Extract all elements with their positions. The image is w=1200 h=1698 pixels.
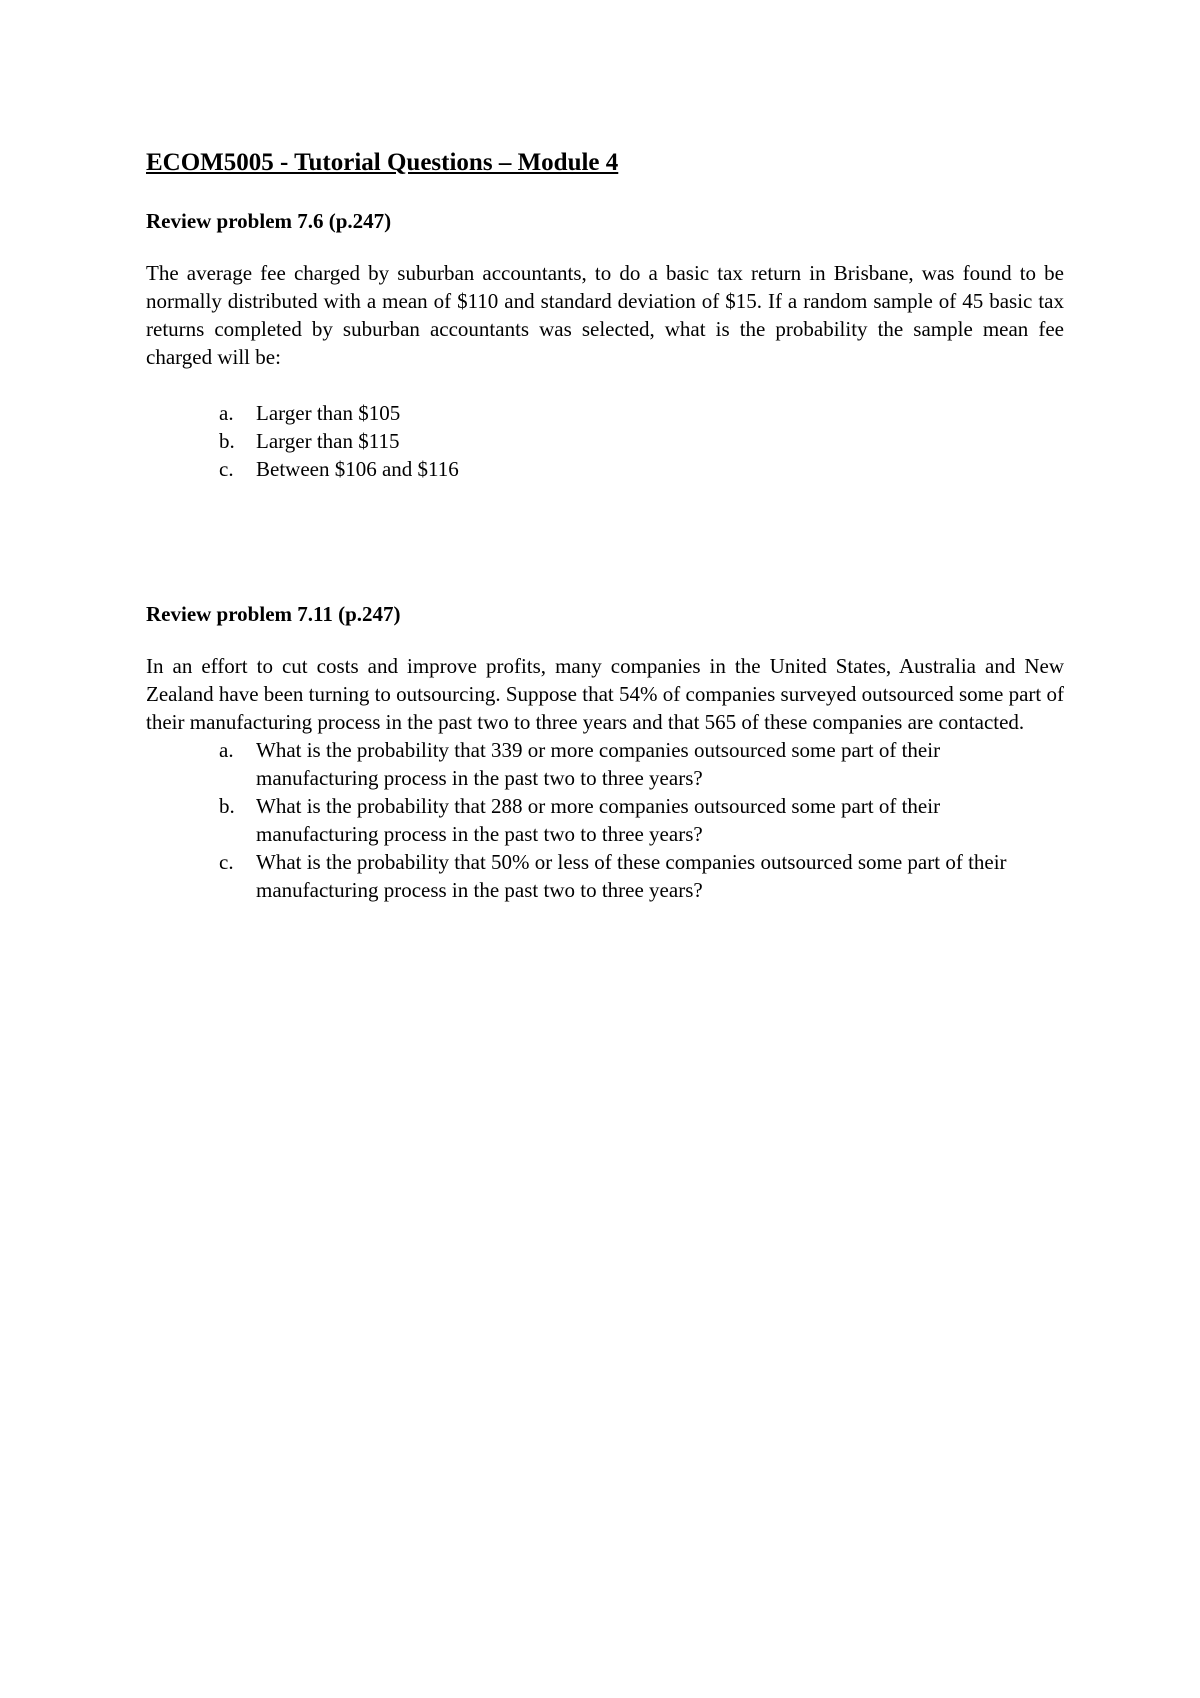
list-item [146, 792, 1064, 848]
list-item [146, 736, 1064, 792]
question-list [146, 399, 1064, 483]
document-title: ECOM5005 - Tutorial Questions – Module 4 [146, 149, 619, 176]
list-item [146, 427, 1064, 455]
list-marker: c. [219, 850, 234, 874]
document-page [146, 148, 1064, 904]
problem-heading: Review problem 7.11 (p.247) [146, 602, 401, 626]
list-item-text: What is the probability that 50% or less of these companies outsourced some part of their manufacturing process in the past two to three years? [256, 850, 1007, 902]
list-marker: a. [219, 401, 234, 425]
list-item-text: Larger than $115 [256, 429, 400, 453]
list-item-text: What is the probability that 288 or more companies outsourced some part of their manufacturing process in the past two to three years? [256, 794, 941, 846]
list-item-text: Larger than $105 [256, 401, 401, 425]
list-marker: a. [219, 738, 234, 762]
problem-text: In an effort to cut costs and improve profits, many companies in the United States, Australia and New Zealand have been turning to outsourcing. Suppose that 54% of companies surveyed outsourced some part of their manufacturing process in the past two to three years and that 565 of these companies are contacted. [146, 654, 1064, 734]
list-marker: b. [219, 794, 235, 818]
list-item [146, 399, 1064, 427]
list-item [146, 848, 1064, 904]
list-marker: b. [219, 429, 235, 453]
problem-text: The average fee charged by suburban accountants, to do a basic tax return in Brisbane, was found to be normally distributed with a mean of $110 and standard deviation of $15. If a random sample of 45 basic tax returns completed by suburban accountants was selected, what is the probability the sample mean fee charged will be: [146, 261, 1064, 369]
list-marker: c. [219, 457, 234, 481]
question-list [146, 736, 1064, 904]
problem-heading: Review problem 7.6 (p.247) [146, 209, 392, 233]
list-item-text: Between $106 and $116 [256, 457, 459, 481]
list-item-text: What is the probability that 339 or more companies outsourced some part of their manufacturing process in the past two to three years? [256, 738, 941, 790]
list-item [146, 455, 1064, 483]
